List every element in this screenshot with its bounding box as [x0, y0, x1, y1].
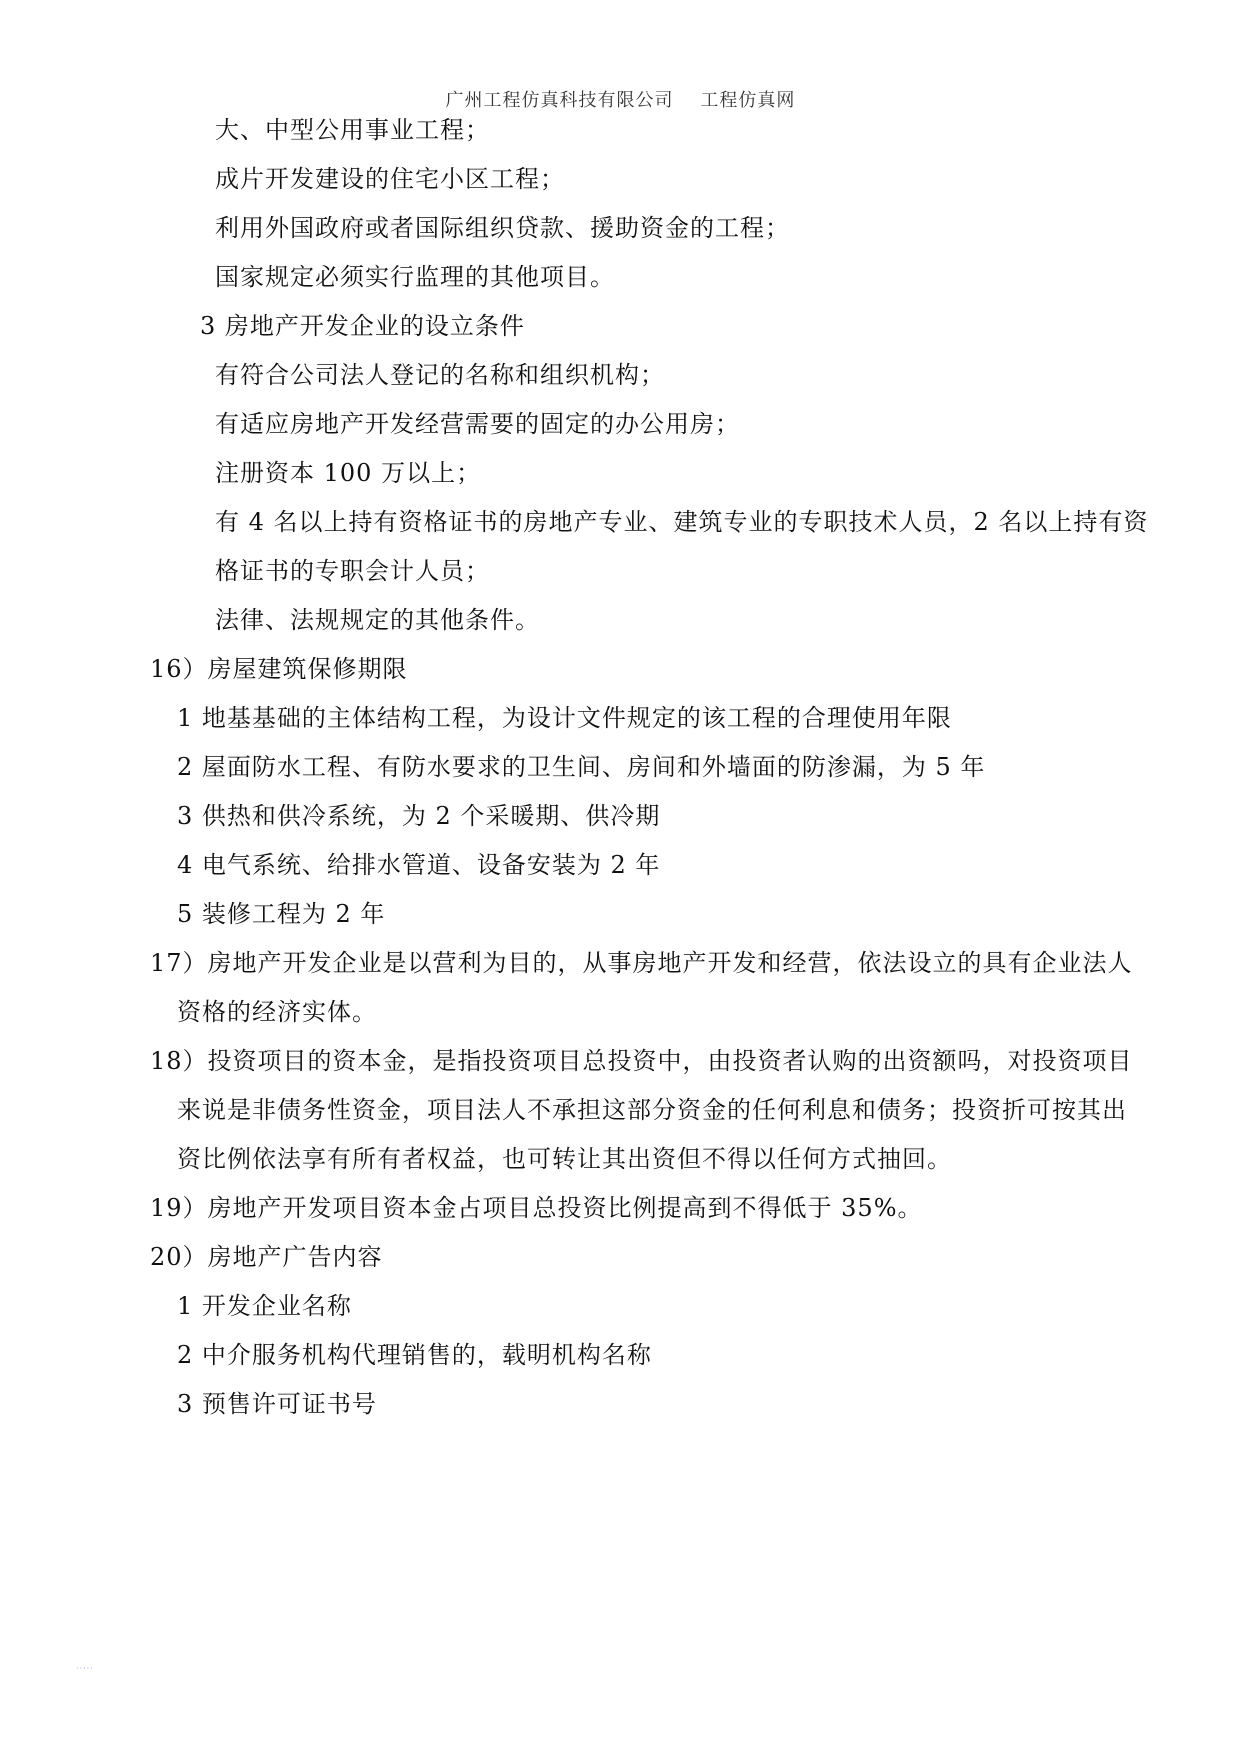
body-line: 有符合公司法人登记的名称和组织机构； — [215, 361, 665, 389]
body-line: 来说是非债务性资金，项目法人不承担这部分资金的任何利息和债务；投资折可按其出 — [177, 1096, 1127, 1124]
item-heading: 18）投资项目的资本金，是指投资项目总投资中，由投资者认购的出资额吗，对投资项目 — [150, 1047, 1133, 1075]
item-heading: 16）房屋建筑保修期限 — [150, 655, 408, 683]
body-line: 格证书的专职会计人员； — [215, 557, 490, 585]
body-line: 有 4 名以上持有资格证书的房地产专业、建筑专业的专职技术人员，2 名以上持有资 — [215, 508, 1149, 536]
item-heading: 20）房地产广告内容 — [150, 1243, 383, 1271]
section-heading: 3 房地产开发企业的设立条件 — [200, 312, 525, 340]
body-line: 2 屋面防水工程、有防水要求的卫生间、房间和外墙面的防渗漏，为 5 年 — [177, 753, 986, 781]
item-heading: 19）房地产开发项目资本金占项目总投资比例提高到不得低于 35%。 — [150, 1194, 923, 1222]
item-heading: 17）房地产开发企业是以营利为目的，从事房地产开发和经营，依法设立的具有企业法人 — [150, 949, 1133, 977]
body-line: 1 地基基础的主体结构工程，为设计文件规定的该工程的合理使用年限 — [177, 704, 952, 732]
body-line: 利用外国政府或者国际组织贷款、援助资金的工程； — [215, 214, 790, 242]
body-line: 5 装修工程为 2 年 — [177, 900, 386, 928]
body-line: 4 电气系统、给排水管道、设备安装为 2 年 — [177, 851, 661, 879]
body-line: 注册资本 100 万以上； — [215, 459, 482, 487]
body-line: 成片开发建设的住宅小区工程； — [215, 165, 565, 193]
body-line: 国家规定必须实行监理的其他项目。 — [215, 263, 615, 291]
body-line: 大、中型公用事业工程； — [215, 116, 490, 144]
body-line: 法律、法规规定的其他条件。 — [215, 606, 540, 634]
body-line: 资格的经济实体。 — [177, 998, 377, 1026]
body-line: 3 预售许可证书号 — [177, 1390, 377, 1418]
footer-mark: ····· — [76, 1664, 94, 1673]
body-line: 2 中介服务机构代理销售的，载明机构名称 — [177, 1341, 652, 1369]
body-line: 3 供热和供冷系统，为 2 个采暖期、供冷期 — [177, 802, 661, 830]
body-line: 1 开发企业名称 — [177, 1292, 352, 1320]
body-line: 有适应房地产开发经营需要的固定的办公用房； — [215, 410, 740, 438]
body-line: 资比例依法享有所有者权益，也可转让其出资但不得以任何方式抽回。 — [177, 1145, 952, 1173]
page-header: 广州工程仿真科技有限公司 工程仿真网 — [445, 90, 796, 111]
